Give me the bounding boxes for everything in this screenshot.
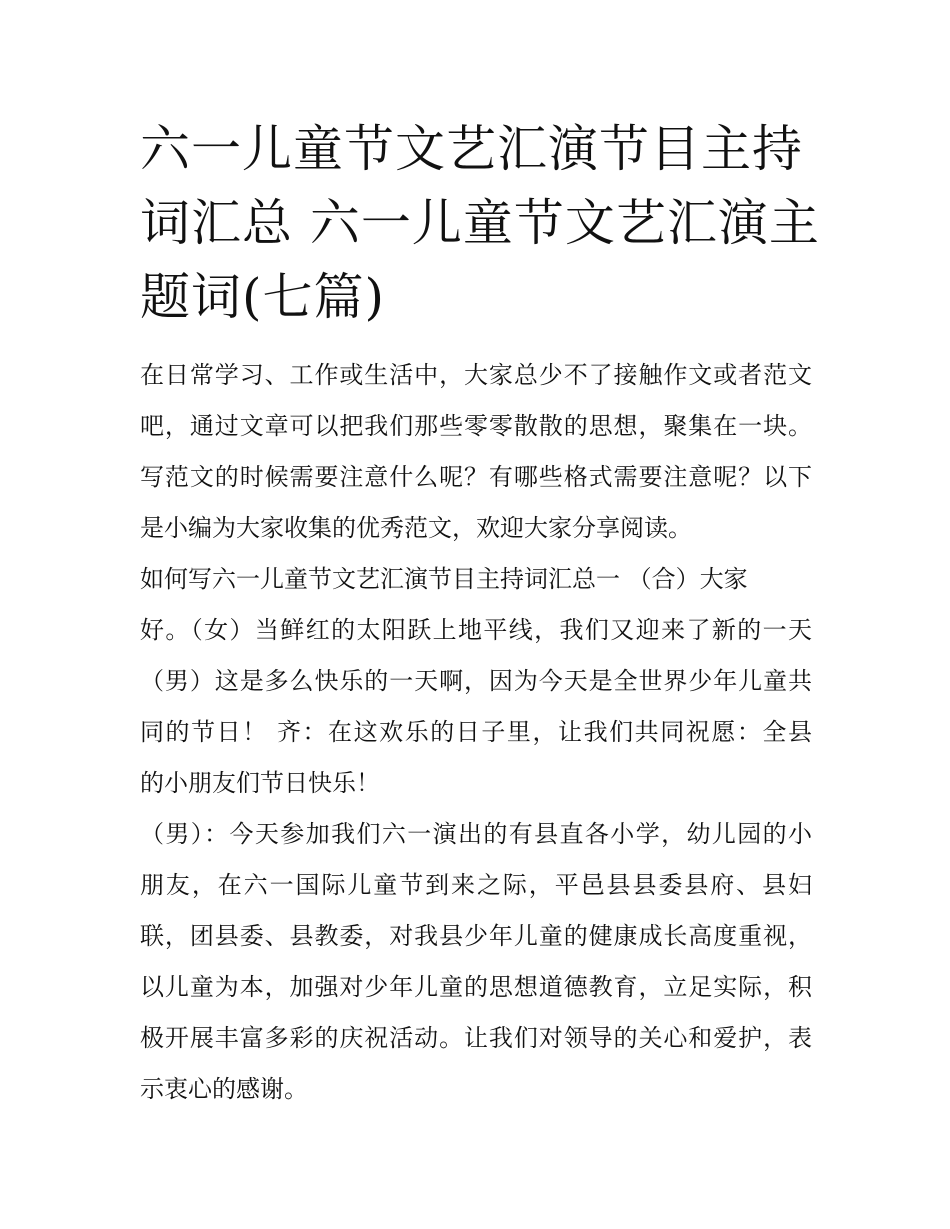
section-1-paragraph xyxy=(140,554,812,809)
text-line: 联，团县委、县教委，对我县少年儿童的健康成长高度重视， xyxy=(140,922,812,950)
text-line: 好。（女）当鲜红的太阳跃上地平线，我们又迎来了新的一天 xyxy=(140,616,812,644)
document-body xyxy=(140,350,812,1115)
text-line: 在日常学习、工作或生活中，大家总少不了接触作文或者范文 xyxy=(140,361,812,389)
text-line: 的小朋友们节日快乐！ xyxy=(140,769,380,797)
text-line: 以儿童为本，加强对少年儿童的思想道德教育，立足实际，积 xyxy=(140,973,812,1001)
text-line: 同的节日！ 齐：在这欢乐的日子里，让我们共同祝愿：全县 xyxy=(140,718,812,746)
text-line: 如何写六一儿童节文艺汇演节目主持词汇总一 （合）大家 xyxy=(140,565,748,593)
intro-paragraph xyxy=(140,350,812,554)
document-title xyxy=(140,112,820,334)
title-line: 词汇总 六一儿童节文艺汇演主 xyxy=(140,194,820,252)
text-line: 示衷心的感谢。 xyxy=(140,1075,308,1103)
text-line: 朋友，在六一国际儿童节到来之际，平邑县县委县府、县妇 xyxy=(140,871,812,899)
text-line: 写范文的时候需要注意什么呢？有哪些格式需要注意呢？以下 xyxy=(140,463,812,491)
text-line: （男）这是多么快乐的一天啊，因为今天是全世界少年儿童共 xyxy=(140,667,812,695)
text-line: 是小编为大家收集的优秀范文，欢迎大家分享阅读。 xyxy=(140,514,692,542)
text-line: （男）：今天参加我们六一演出的有县直各小学，幼儿园的小 xyxy=(140,820,812,848)
text-line: 吧，通过文章可以把我们那些零零散散的思想，聚集在一块。 xyxy=(140,412,812,440)
text-line: 极开展丰富多彩的庆祝活动。让我们对领导的关心和爱护，表 xyxy=(140,1024,812,1052)
section-2-paragraph xyxy=(140,809,812,1115)
document-page xyxy=(140,112,820,1115)
title-line: 六一儿童节文艺汇演节目主持 xyxy=(140,120,803,178)
title-line: 题词(七篇) xyxy=(140,268,386,326)
